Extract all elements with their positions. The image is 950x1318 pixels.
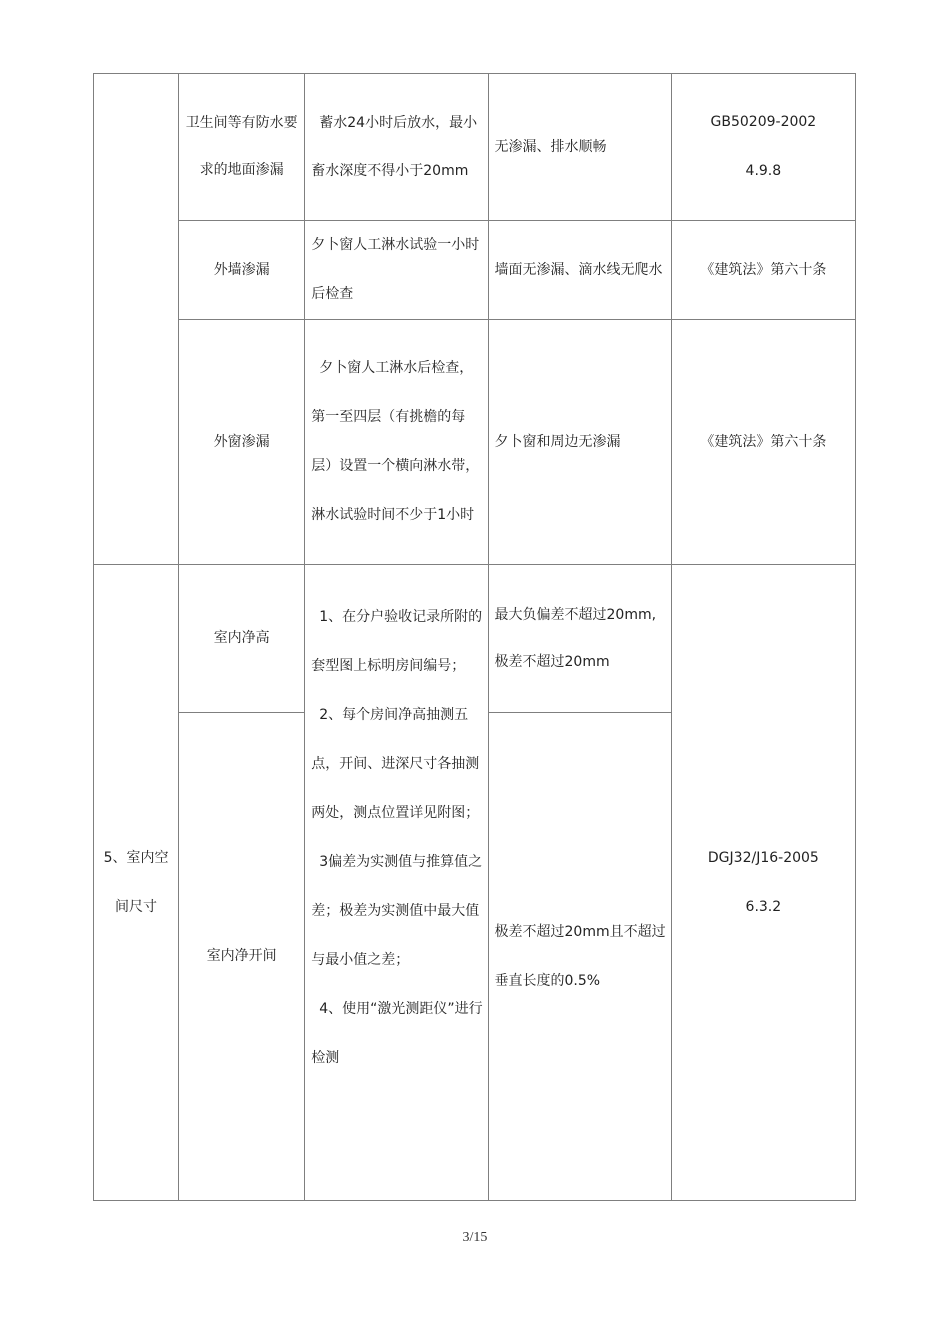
requirement-text: 墙面无渗漏、滴水线无爬水 — [494, 261, 663, 278]
standard-cell — [671, 221, 855, 320]
category-label: 5、室内空间尺寸 — [103, 849, 169, 915]
item-cell — [179, 74, 305, 221]
item-label: 外窗渗漏 — [213, 433, 270, 450]
requirement-cell — [488, 565, 671, 713]
standard-cell — [671, 74, 855, 221]
method-text: 夕卜窗人工淋水后检查，第一至四层（有挑檐的每层）设置一个横向淋水带，淋水试验时间不少于1小时 — [311, 360, 480, 523]
method-cell — [305, 74, 488, 221]
standard-code: GB50209-2002 — [710, 114, 817, 130]
category-cell — [94, 565, 179, 1201]
standard-clause: 6.3.2 — [745, 898, 782, 915]
requirement-text: 极差不超过20mm且不超过垂直长度的0.5% — [494, 923, 666, 989]
table-row — [94, 320, 856, 565]
standard-code: DGJ32/J16-2005 — [707, 849, 819, 866]
method-step-3: 3偏差为实测值与推算值之差；极差为实测值中最大值与最小值之差； — [311, 854, 483, 968]
requirement-cell — [488, 320, 671, 565]
table-row — [94, 565, 856, 713]
requirement-text: 无渗漏、排水顺畅 — [494, 138, 607, 155]
method-cell — [305, 221, 488, 320]
requirement-text: 夕卜窗和周边无渗漏 — [494, 433, 621, 450]
item-label: 外墙渗漏 — [213, 261, 270, 278]
standard-cell — [671, 565, 855, 1201]
item-cell — [179, 320, 305, 565]
item-label: 卫生间等有防水要求的地面渗漏 — [185, 115, 298, 178]
standard-cell — [671, 320, 855, 565]
item-label: 室内净高 — [213, 630, 270, 646]
item-label: 室内净开间 — [206, 948, 277, 964]
category-cell-empty — [94, 74, 179, 565]
method-cell — [305, 565, 488, 1201]
requirement-cell — [488, 74, 671, 221]
table-row — [94, 74, 856, 221]
item-cell — [179, 565, 305, 713]
method-cell — [305, 320, 488, 565]
method-step-2: 2、每个房间净高抽测五点，开间、进深尺寸各抽测两处，测点位置详见附图； — [311, 707, 480, 821]
standard-text: 《建筑法》第六十条 — [700, 433, 827, 450]
inspection-table — [93, 73, 856, 1201]
requirement-text: 最大负偏差不超过20mm,极差不超过20mm — [494, 606, 657, 670]
standard-text: 《建筑法》第六十条 — [700, 261, 827, 278]
method-step-1: 1、在分户验收记录所附的套型图上标明房间编号； — [311, 609, 483, 674]
requirement-cell — [488, 221, 671, 320]
table-row — [94, 221, 856, 320]
method-text: 蓄水24小时后放水，最小畜水深度不得小于20mm — [311, 115, 478, 179]
page-number: 3/15 — [462, 1230, 488, 1245]
method-text: 夕卜窗人工淋水试验一小时后检查 — [311, 237, 480, 302]
standard-clause: 4.9.8 — [745, 163, 782, 179]
requirement-cell — [488, 713, 671, 1201]
item-cell — [179, 221, 305, 320]
method-step-4: 4、使用“激光测距仪”进行检测 — [311, 1001, 483, 1066]
item-cell — [179, 713, 305, 1201]
